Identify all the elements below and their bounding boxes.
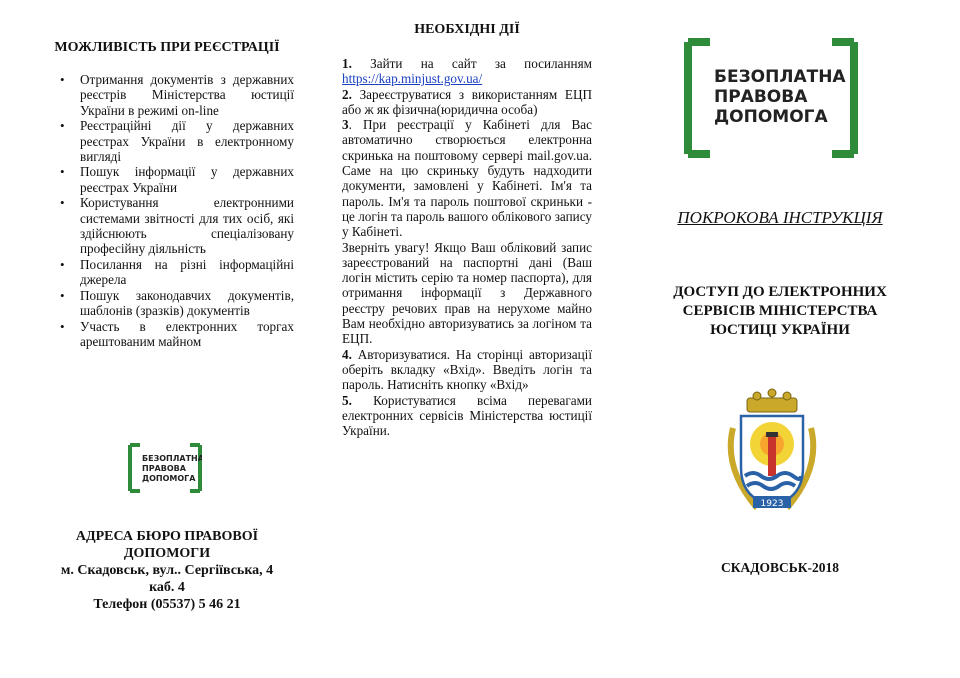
list-item: • Пошук інформації у державних реєстрах України (60, 164, 294, 195)
bullet-icon: • (60, 256, 65, 272)
minjust-link[interactable]: https://kap.minjust.gov.ua/ (342, 71, 483, 87)
bullet-icon: • (60, 318, 65, 334)
address-title-line2: ДОПОМОГИ (123, 546, 211, 561)
access-title: ДОСТУП ДО ЕЛЕКТРОННИХ СЕРВІСІВ МІНІСТЕРСТВА ЮСТИЦІ УКРАЇНИ (673, 284, 887, 338)
registration-list (40, 72, 294, 349)
address-title-line1: АДРЕСА БЮРО ПРАВОВОЇ (75, 529, 259, 544)
svg-text:БЕЗОПЛАТНА: БЕЗОПЛАТНА (142, 454, 202, 463)
address-phone: Телефон (05537) 5 46 21 (93, 597, 241, 612)
list-item: • Отримання документів з державних реєстрів Міністерства юстиції України в режимі on-line (60, 72, 294, 118)
list-item: • Користування електронними системами звітності для тих осіб, які здійснюють спеціалізовану професійну діяльність (60, 195, 294, 257)
bureau-address (40, 528, 294, 613)
bullet-icon: • (60, 72, 65, 87)
svg-text:БЕЗОПЛАТНА: БЕЗОПЛАТНА (714, 67, 846, 87)
list-item: • Реєстраційні дії у державних реєстрах України в електронному вигляді (60, 118, 294, 165)
list-item: • Участь в електронних торгах арештованим майном (60, 318, 294, 349)
list-item: • Пошук законодавчих документів, шаблонів (зразків) документів (60, 287, 294, 319)
bullet-icon: • (60, 118, 65, 134)
legal-aid-logo-small (128, 443, 202, 493)
legal-aid-logo-large (684, 38, 858, 158)
instruction-title: ПОКРОКОВА ІНСТРУКЦІЯ (677, 208, 883, 227)
registration-title: МОЖЛИВІСТЬ ПРИ РЕЄСТРАЦІЇ (54, 40, 280, 55)
bullet-icon: • (60, 195, 65, 211)
note: Зверніть увагу! Якщо Ваш обліковий запис зареєстрований на паспортні дані (Ваш логін містить серію та номер паспорта), для отримання інформації з Державного реєстру речових прав на нерухоме майно Вам необхідно авторизуватись за логіном та ЕЦП. (342, 239, 592, 347)
steps-title: НЕОБХІДНІ ДІЇ (414, 22, 520, 37)
list-item: • Посилання на різні інформаційні джерела (60, 256, 294, 288)
address-office: каб. 4 (149, 580, 185, 595)
step-5: 5. Користуватися всіма перевагами електронних сервісів Міністерства юстиції України. (342, 392, 592, 439)
svg-text:ДОПОМОГА: ДОПОМОГА (714, 107, 828, 127)
skadovsk-emblem-icon (717, 388, 827, 518)
svg-text:ДОПОМОГА: ДОПОМОГА (142, 474, 196, 483)
svg-text:ПРАВОВА: ПРАВОВА (714, 87, 808, 107)
step-4: 4. Авторизуватися. На сторінці авторизації оберіть вкладку «Вхід». Введіть логін та пароль. Натисніть кнопку «Вхід» (342, 346, 592, 393)
bullet-icon: • (60, 287, 65, 303)
step-1: 1. Зайти на сайт за посиланням https://kap.minjust.gov.ua/ (342, 56, 592, 87)
svg-text:ПРАВОВА: ПРАВОВА (142, 464, 186, 473)
address-street: м. Скадовськ, вул.. Сергіївська, 4 (60, 563, 274, 578)
svg-text:1923: 1923 (760, 499, 784, 509)
steps-text (342, 56, 592, 438)
step-2: 2. Зареєструватися з використанням ЕЦП або ж як фізична(юридична особа) (342, 86, 592, 117)
city-year: СКАДОВСЬК-2018 (720, 560, 840, 575)
step-3: 3. При реєстрації у Кабінеті для Вас автоматично створюється електронна скринька на поштовому сервері mail.gov.ua. Саме на цю скриньку будуть надходити документи, замовлені у Кабінеті. Ім'я та пароль. Ім'я та пароль поштової скриньки - це логін та пароль вашого облікового запису у Кабінеті. (342, 117, 592, 240)
bullet-icon: • (60, 164, 65, 180)
